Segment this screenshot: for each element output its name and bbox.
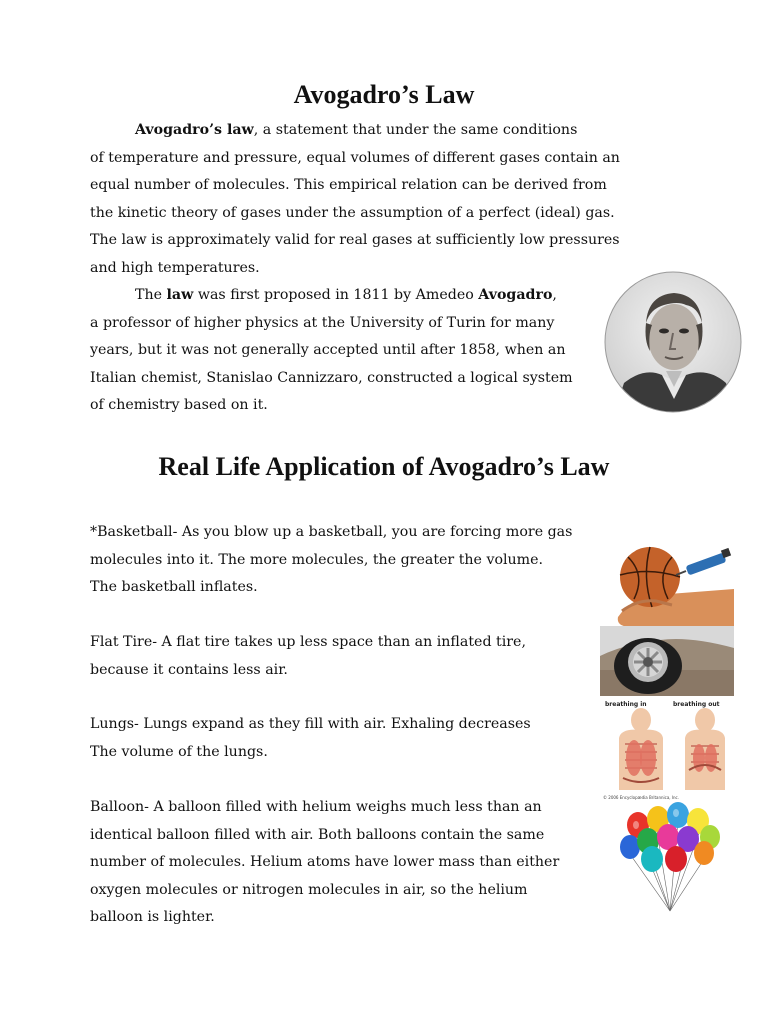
- history-text-a: The: [135, 287, 167, 303]
- basketball-line-1: *Basketball- As you blow up a basketball, you are forcing more gas: [90, 524, 573, 540]
- avogadro-portrait-image: [604, 271, 742, 413]
- history-line-2: a professor of higher physics at the University of Turin for many: [90, 314, 555, 331]
- balloon-line-1: Balloon- A balloon filled with helium weighs much less than an: [90, 799, 542, 815]
- history-text-c: was first proposed in 1811 by Amedeo: [193, 287, 479, 303]
- intro-line-1-text: , a statement that under the same conditions: [253, 122, 578, 138]
- history-bold-law: law: [166, 287, 194, 303]
- intro-line-6: and high temperatures.: [90, 259, 260, 276]
- flat-tire-image: [600, 626, 734, 696]
- page-title: Avogadro’s Law: [293, 80, 475, 109]
- history-paragraph: [90, 282, 573, 420]
- lungs-line-1: Lungs- Lungs expand as they fill with air. Exhaling decreases: [90, 716, 531, 732]
- intro-line-2: of temperature and pressure, equal volumes of different gases contain an: [90, 149, 620, 166]
- balloon-line-4: oxygen molecules or nitrogen molecules in air, so the helium: [90, 881, 528, 898]
- lungs-diagram-image: [601, 698, 737, 802]
- basketball-paragraph: [90, 519, 572, 602]
- basketball-line-2: molecules into it. The more molecules, the greater the volume.: [90, 551, 544, 568]
- history-line-4: Italian chemist, Stanislao Cannizzaro, constructed a logical system: [90, 369, 573, 386]
- history-text-d: ,: [552, 287, 557, 303]
- balloon-line-2: identical balloon filled with air. Both balloons contain the same: [90, 826, 545, 843]
- intro-bold-term: Avogadro’s law: [135, 122, 254, 138]
- basketball-line-3: The basketball inflates.: [90, 579, 258, 595]
- intro-line-4: the kinetic theory of gases under the assumption of a perfect (ideal) gas.: [90, 204, 615, 221]
- balloons-image: [618, 801, 722, 913]
- section-title: Real Life Application of Avogadro’s Law: [158, 452, 610, 481]
- tire-line-2: because it contains less air.: [90, 661, 288, 678]
- lungs-label-out: breathing out: [673, 701, 720, 708]
- intro-line-5: The law is approximately valid for real gases at sufficiently low pressures: [90, 232, 620, 248]
- history-line-5: of chemistry based on it.: [90, 397, 268, 413]
- lungs-paragraph: [90, 711, 531, 766]
- basketball-pump-image: [612, 545, 736, 627]
- history-bold-avogadro: Avogadro: [478, 287, 553, 303]
- intro-line-3: equal number of molecules. This empirical relation can be derived from: [90, 177, 607, 193]
- history-line-3: years, but it was not generally accepted until after 1858, when an: [90, 342, 566, 358]
- history-line-1: [90, 282, 573, 310]
- balloon-line-5: balloon is lighter.: [90, 909, 215, 925]
- balloon-line-3: number of molecules. Helium atoms have lower mass than either: [90, 854, 560, 870]
- tire-paragraph: [90, 629, 526, 684]
- balloon-paragraph: [90, 794, 559, 932]
- lungs-line-2: The volume of the lungs.: [90, 743, 268, 760]
- intro-line-1: [90, 117, 620, 145]
- lungs-label-in: breathing in: [605, 701, 647, 708]
- intro-paragraph: [90, 117, 620, 282]
- tire-line-1: Flat Tire- A flat tire takes up less space than an inflated tire,: [90, 634, 526, 650]
- lungs-copyright: © 2006 Encyclopædia Britannica, Inc.: [603, 795, 680, 800]
